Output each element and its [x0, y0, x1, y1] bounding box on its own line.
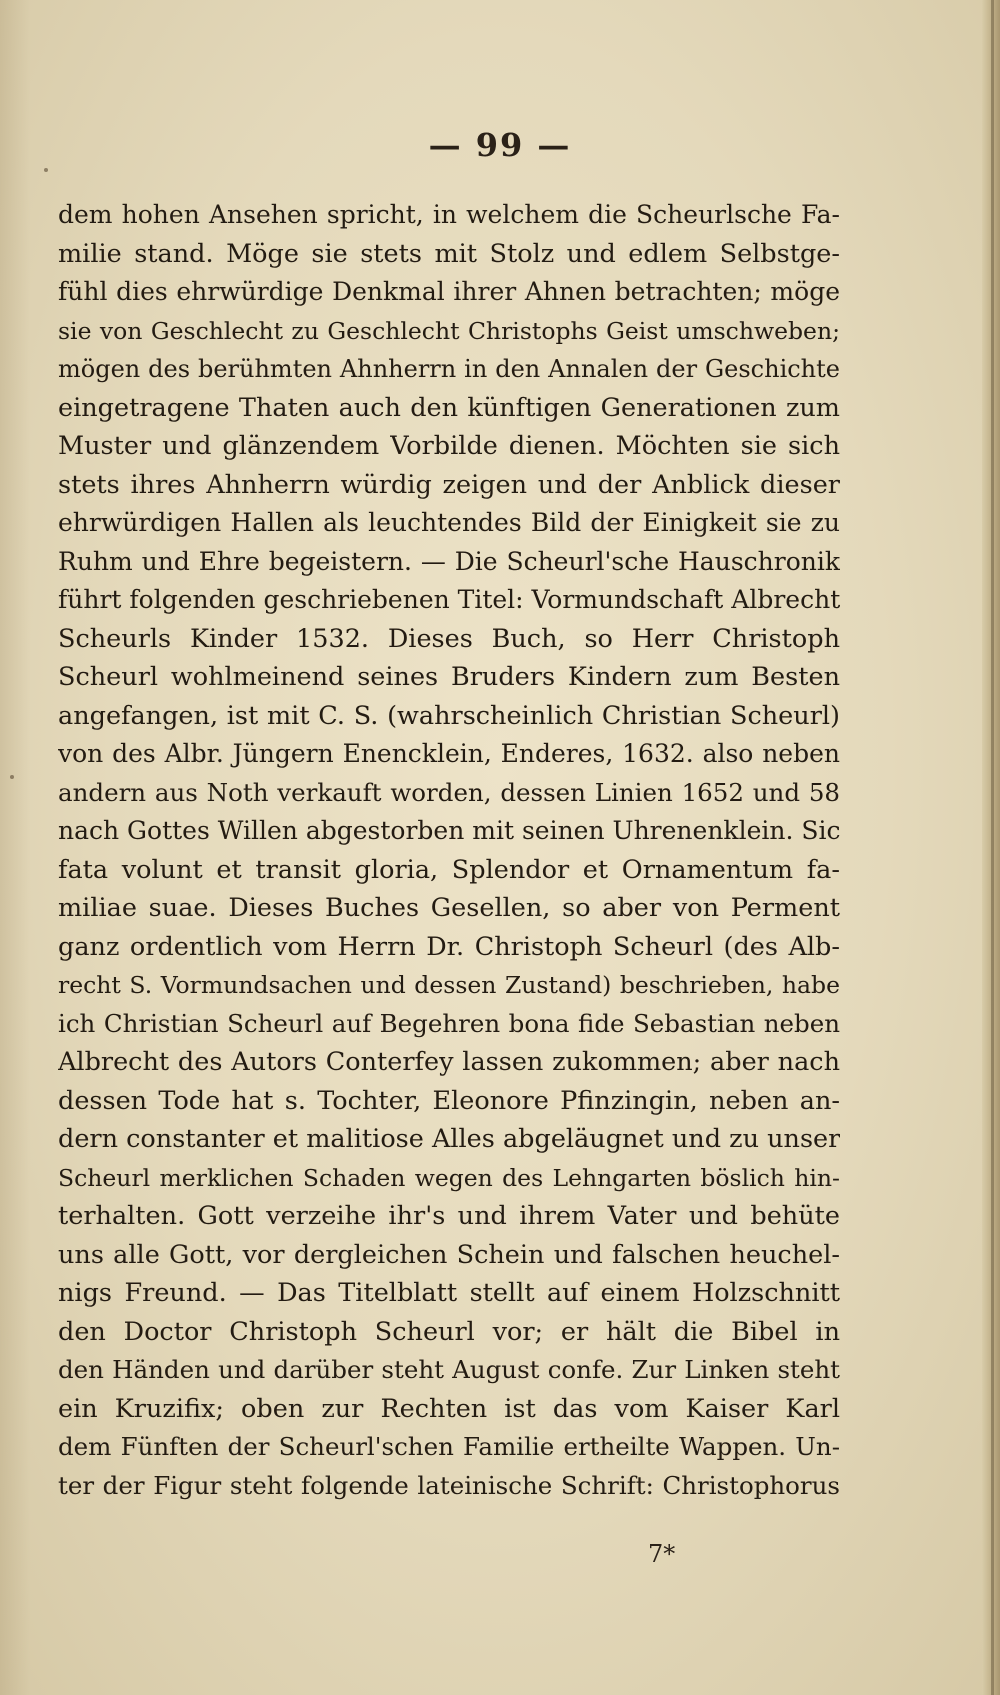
page-gutter-shadow: [0, 0, 30, 1695]
text-line: ein Kruzifix; oben zur Rechten ist das vom Kaiser Karl: [58, 1393, 840, 1424]
text-line: Scheurl wohlmeinend seines Bruders Kindern zum Besten: [58, 662, 840, 692]
text-line: Ruhm und Ehre begeistern. — Die Scheurl'sche Hauschronik: [58, 546, 840, 576]
text-line: von des Albr. Jüngern Enencklein, Enderes, 1632. also neben: [58, 739, 840, 768]
text-line: dessen Tode hat s. Tochter, Eleonore Pfinzingin, neben an-: [58, 1085, 840, 1116]
text-line: dem Fünften der Scheurl'schen Familie ertheilte Wappen. Un-: [58, 1432, 840, 1461]
signature-mark: 7*: [648, 1540, 676, 1568]
text-line: führt folgenden geschriebenen Titel: Vormundschaft Albrecht: [58, 585, 840, 614]
text-line: milie stand. Möge sie stets mit Stolz und edlem Selbstge-: [58, 238, 840, 269]
text-line: sie von Geschlecht zu Geschlecht Christophs Geist umschweben;: [58, 316, 840, 345]
page-edge-line: [991, 0, 994, 1695]
text-line: ter der Figur steht folgende lateinische Schrift: Christophorus: [58, 1470, 840, 1500]
text-line: stets ihres Ahnherrn würdig zeigen und der Anblick dieser: [58, 469, 840, 500]
ink-speck: [44, 168, 48, 172]
text-line: ich Christian Scheurl auf Begehren bona fide Sebastian neben: [58, 1008, 840, 1038]
ink-speck: [10, 775, 14, 779]
text-line: recht S. Vormundsachen und dessen Zustand) beschrieben, habe: [58, 971, 840, 999]
text-line: angefangen, ist mit C. S. (wahrscheinlich Christian Scheurl): [58, 700, 840, 731]
text-line: uns alle Gott, vor dergleichen Schein und falschen heuchel-: [58, 1239, 840, 1270]
text-line: nigs Freund. — Das Titelblatt stellt auf einem Holzschnitt: [58, 1278, 840, 1308]
text-line: Scheurls Kinder 1532. Dieses Buch, so Herr Christoph: [58, 623, 840, 654]
text-line: nach Gottes Willen abgestorben mit seinen Uhrenenklein. Sic: [58, 816, 840, 845]
page-number: — 99 —: [428, 126, 572, 164]
text-line: ganz ordentlich vom Herrn Dr. Christoph Scheurl (des Alb-: [58, 931, 840, 962]
text-line: fühl dies ehrwürdige Denkmal ihrer Ahnen betrachten; möge: [58, 277, 840, 306]
text-line: ehrwürdigen Hallen als leuchtendes Bild der Einigkeit sie zu: [58, 508, 840, 537]
text-line: eingetragene Thaten auch den künftigen Generationen zum: [58, 392, 840, 423]
text-line: miliae suae. Dieses Buches Gesellen, so aber von Perment: [58, 893, 840, 923]
text-line: terhalten. Gott verzeihe ihr's und ihrem Vater und behüte: [58, 1201, 840, 1231]
text-line: Muster und glänzendem Vorbilde dienen. Möchten sie sich: [58, 431, 840, 461]
text-line: mögen des berühmten Ahnherrn in den Annalen der Geschichte: [58, 355, 840, 383]
text-line: Scheurl merklichen Schaden wegen des Lehngarten böslich hin-: [58, 1163, 840, 1192]
text-line: dern constanter et malitiose Alles abgeläugnet und zu unser: [58, 1124, 840, 1154]
text-line: fata volunt et transit gloria, Splendor et Ornamentum fa-: [58, 854, 840, 885]
text-line: andern aus Noth verkauft worden, dessen Linien 1652 und 58: [58, 777, 840, 807]
text-line: dem hohen Ansehen spricht, in welchem die Scheurlsche Fa-: [58, 200, 840, 229]
text-line: den Doctor Christoph Scheurl vor; er hält die Bibel in: [58, 1316, 840, 1347]
body-text: [58, 196, 840, 1505]
text-line: den Händen und darüber steht August confe. Zur Linken steht: [58, 1355, 840, 1384]
text-line: Albrecht des Autors Conterfey lassen zukommen; aber nach: [58, 1047, 840, 1077]
